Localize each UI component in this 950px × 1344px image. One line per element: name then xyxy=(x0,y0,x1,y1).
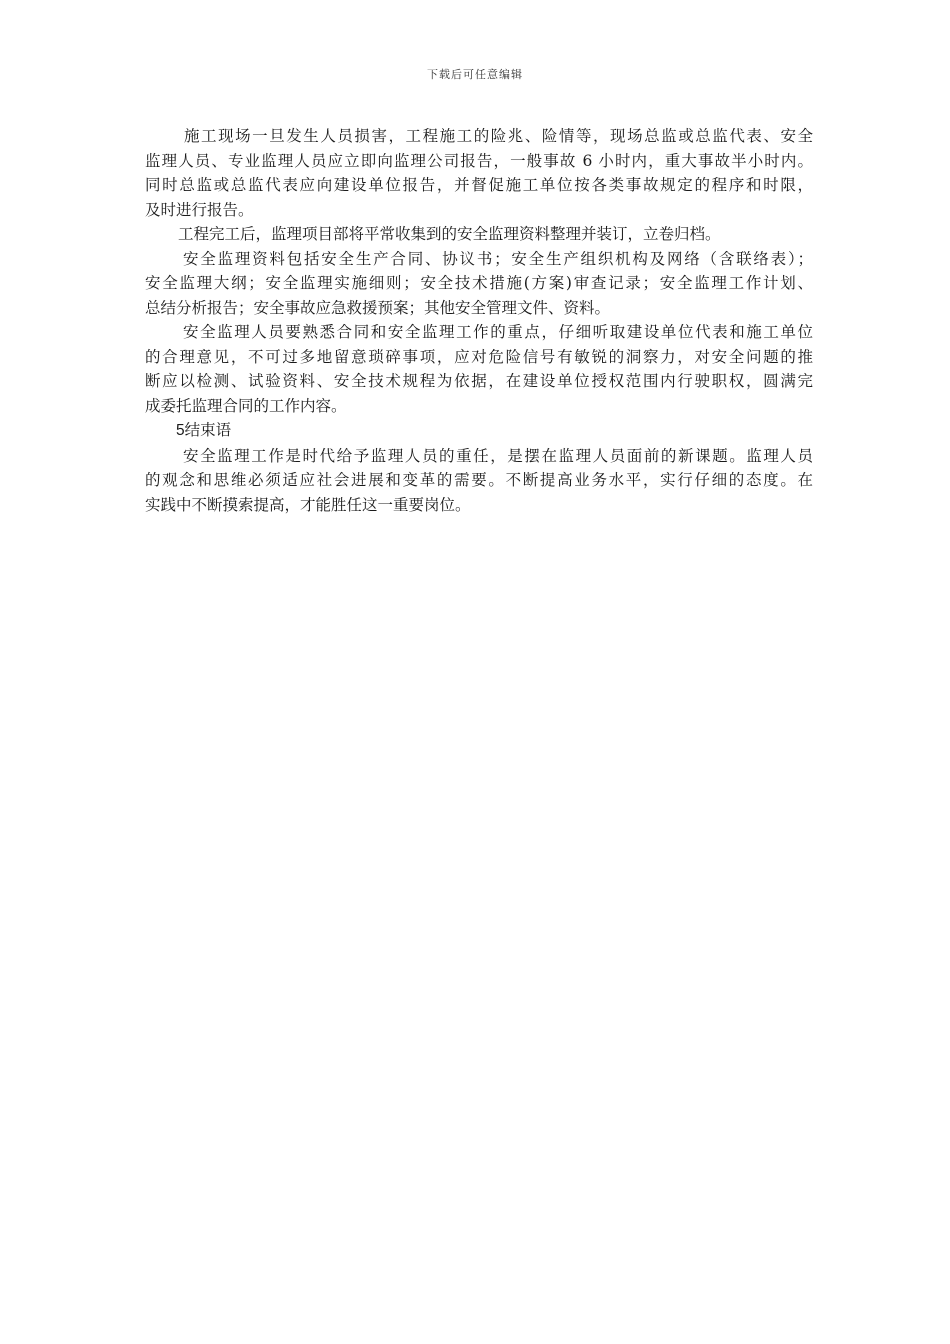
paragraph-line: 的观念和思维必须适应社会进展和变革的需要。不断提高业务水平，实行仔细的态度。在 xyxy=(145,471,813,489)
paragraph-line: 监理人员、专业监理人员应立即向监理公司报告，一般事故 6 小时内，重大事故半小时内。 xyxy=(145,151,813,170)
paragraph-line: 的合理意见，不可过多地留意琐碎事项，应对危险信号有敏锐的洞察力，对安全问题的推 xyxy=(145,347,813,366)
paragraph-supervisor-duties xyxy=(145,320,813,418)
paragraph-line: 安全监理工作是时代给予监理人员的重任，是摆在监理人员面前的新课题。监理人员 xyxy=(183,446,813,465)
paragraph-archiving xyxy=(145,222,813,247)
section-heading xyxy=(145,418,813,444)
paragraph-line: 断应以检测、试验资料、安全技术规程为依据，在建设单位授权范围内行驶职权，圆满完 xyxy=(145,372,813,390)
paragraph-line: 成委托监理合同的工作内容。 xyxy=(145,396,347,415)
paragraph-line: 工程完工后，监理项目部将平常收集到的安全监理资料整理并装订，立卷归档。 xyxy=(178,225,721,243)
section-number: 5 xyxy=(176,422,185,439)
paragraph-accident-reporting xyxy=(145,124,813,222)
paragraph-conclusion xyxy=(145,444,813,518)
paragraph-line: 同时总监或总监代表应向建设单位报告，并督促施工单位按各类事故规定的程序和时限， xyxy=(145,176,813,194)
paragraph-line: 施工现场一旦发生人员损害，工程施工的险兆、险情等，现场总监或总监代表、安全 xyxy=(184,127,813,145)
section-title: 结束语 xyxy=(184,421,232,439)
paragraph-line: 安全监理人员要熟悉合同和安全监理工作的重点，仔细听取建设单位代表和施工单位 xyxy=(183,323,813,341)
paragraph-line: 实践中不断摸索提高，才能胜任这一重要岗位。 xyxy=(145,495,471,514)
paragraph-line: 及时进行报告。 xyxy=(145,200,254,219)
page-header-note: 下载后可任意编辑 xyxy=(427,68,523,81)
paragraph-line: 安全监理资料包括安全生产合同、协议书；安全生产组织机构及网络（含联络表）； xyxy=(183,249,813,268)
document-body xyxy=(145,124,813,517)
paragraph-line: 安全监理大纲；安全监理实施细则；安全技术措施(方案)审查记录；安全监理工作计划、 xyxy=(145,274,813,292)
paragraph-safety-materials xyxy=(145,247,813,321)
paragraph-line: 总结分析报告；安全事故应急救援预案；其他安全管理文件、资料。 xyxy=(145,298,611,317)
